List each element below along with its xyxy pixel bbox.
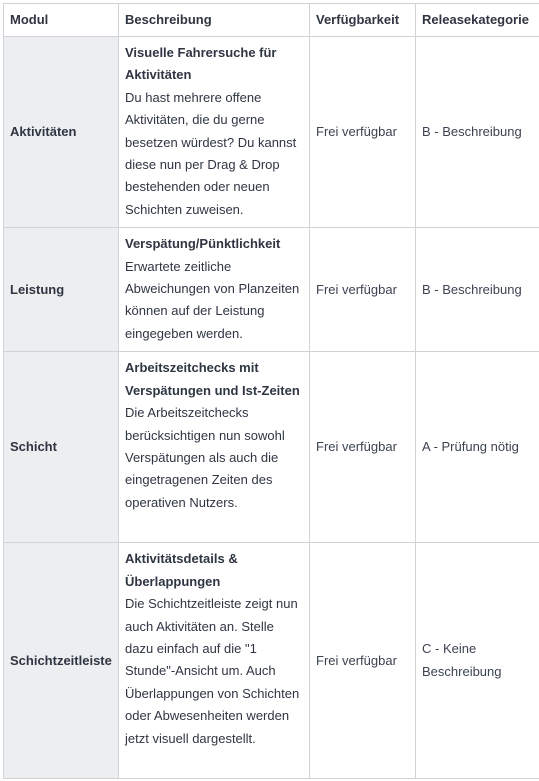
description-text: Erwartete zeitliche Abweichungen von Planzeiten können auf der Leistung eingegeben werden. bbox=[125, 258, 300, 341]
description-title: Visuelle Fahrersuche für Aktivitäten bbox=[125, 45, 277, 83]
release-category-cell: C - Keine Beschreibung bbox=[416, 543, 539, 779]
release-category-cell: B - Beschreibung bbox=[416, 37, 539, 228]
header-releasekategorie: Releasekategorie bbox=[416, 4, 539, 37]
description-cell bbox=[119, 37, 310, 228]
header-beschreibung: Beschreibung bbox=[119, 4, 310, 37]
release-notes-table bbox=[3, 3, 539, 779]
description-title: Arbeitszeitchecks mit Verspätungen und Ist-Zeiten bbox=[125, 360, 300, 398]
availability-cell: Frei verfügbar bbox=[310, 228, 416, 352]
availability-cell: Frei verfügbar bbox=[310, 352, 416, 543]
table-row bbox=[4, 37, 539, 228]
description-cell bbox=[119, 543, 310, 779]
modul-cell: Aktivitäten bbox=[4, 37, 119, 228]
table-row bbox=[4, 352, 539, 543]
description-cell bbox=[119, 228, 310, 352]
availability-cell: Frei verfügbar bbox=[310, 543, 416, 779]
modul-cell: Leistung bbox=[4, 228, 119, 352]
release-category-cell: A - Prüfung nötig bbox=[416, 352, 539, 543]
availability-cell: Frei verfügbar bbox=[310, 37, 416, 228]
description-cell bbox=[119, 352, 310, 543]
description-text: Du hast mehrere offene Aktivitäten, die du gerne besetzen würdest? Du kannst diese nun per Drag & Drop bestehenden oder neuen Schichten zuweisen. bbox=[125, 89, 297, 217]
description-title: Aktivitätsdetails & Überlappungen bbox=[125, 551, 238, 589]
release-category-cell: B - Beschreibung bbox=[416, 228, 539, 352]
modul-cell: Schichtzeitleiste bbox=[4, 543, 119, 779]
table-header-row bbox=[4, 4, 539, 37]
table-row bbox=[4, 228, 539, 352]
description-text: Die Schichtzeitleiste zeigt nun auch Aktivitäten an. Stelle dazu einfach auf die "1 Stunde"-Ansicht um. Auch Überlappungen von Schichten oder Abwesenheiten werden jetzt visuell dargestellt. bbox=[125, 596, 300, 746]
modul-cell: Schicht bbox=[4, 352, 119, 543]
header-verfuegbarkeit: Verfügbarkeit bbox=[310, 4, 416, 37]
description-text: Die Arbeitszeitchecks berücksichtigen nun sowohl Verspätungen als auch die eingetragenen Zeiten des operativen Nutzers. bbox=[125, 405, 285, 510]
header-modul: Modul bbox=[4, 4, 119, 37]
table-row bbox=[4, 543, 539, 779]
description-title: Verspätung/Pünktlichkeit bbox=[125, 236, 281, 252]
